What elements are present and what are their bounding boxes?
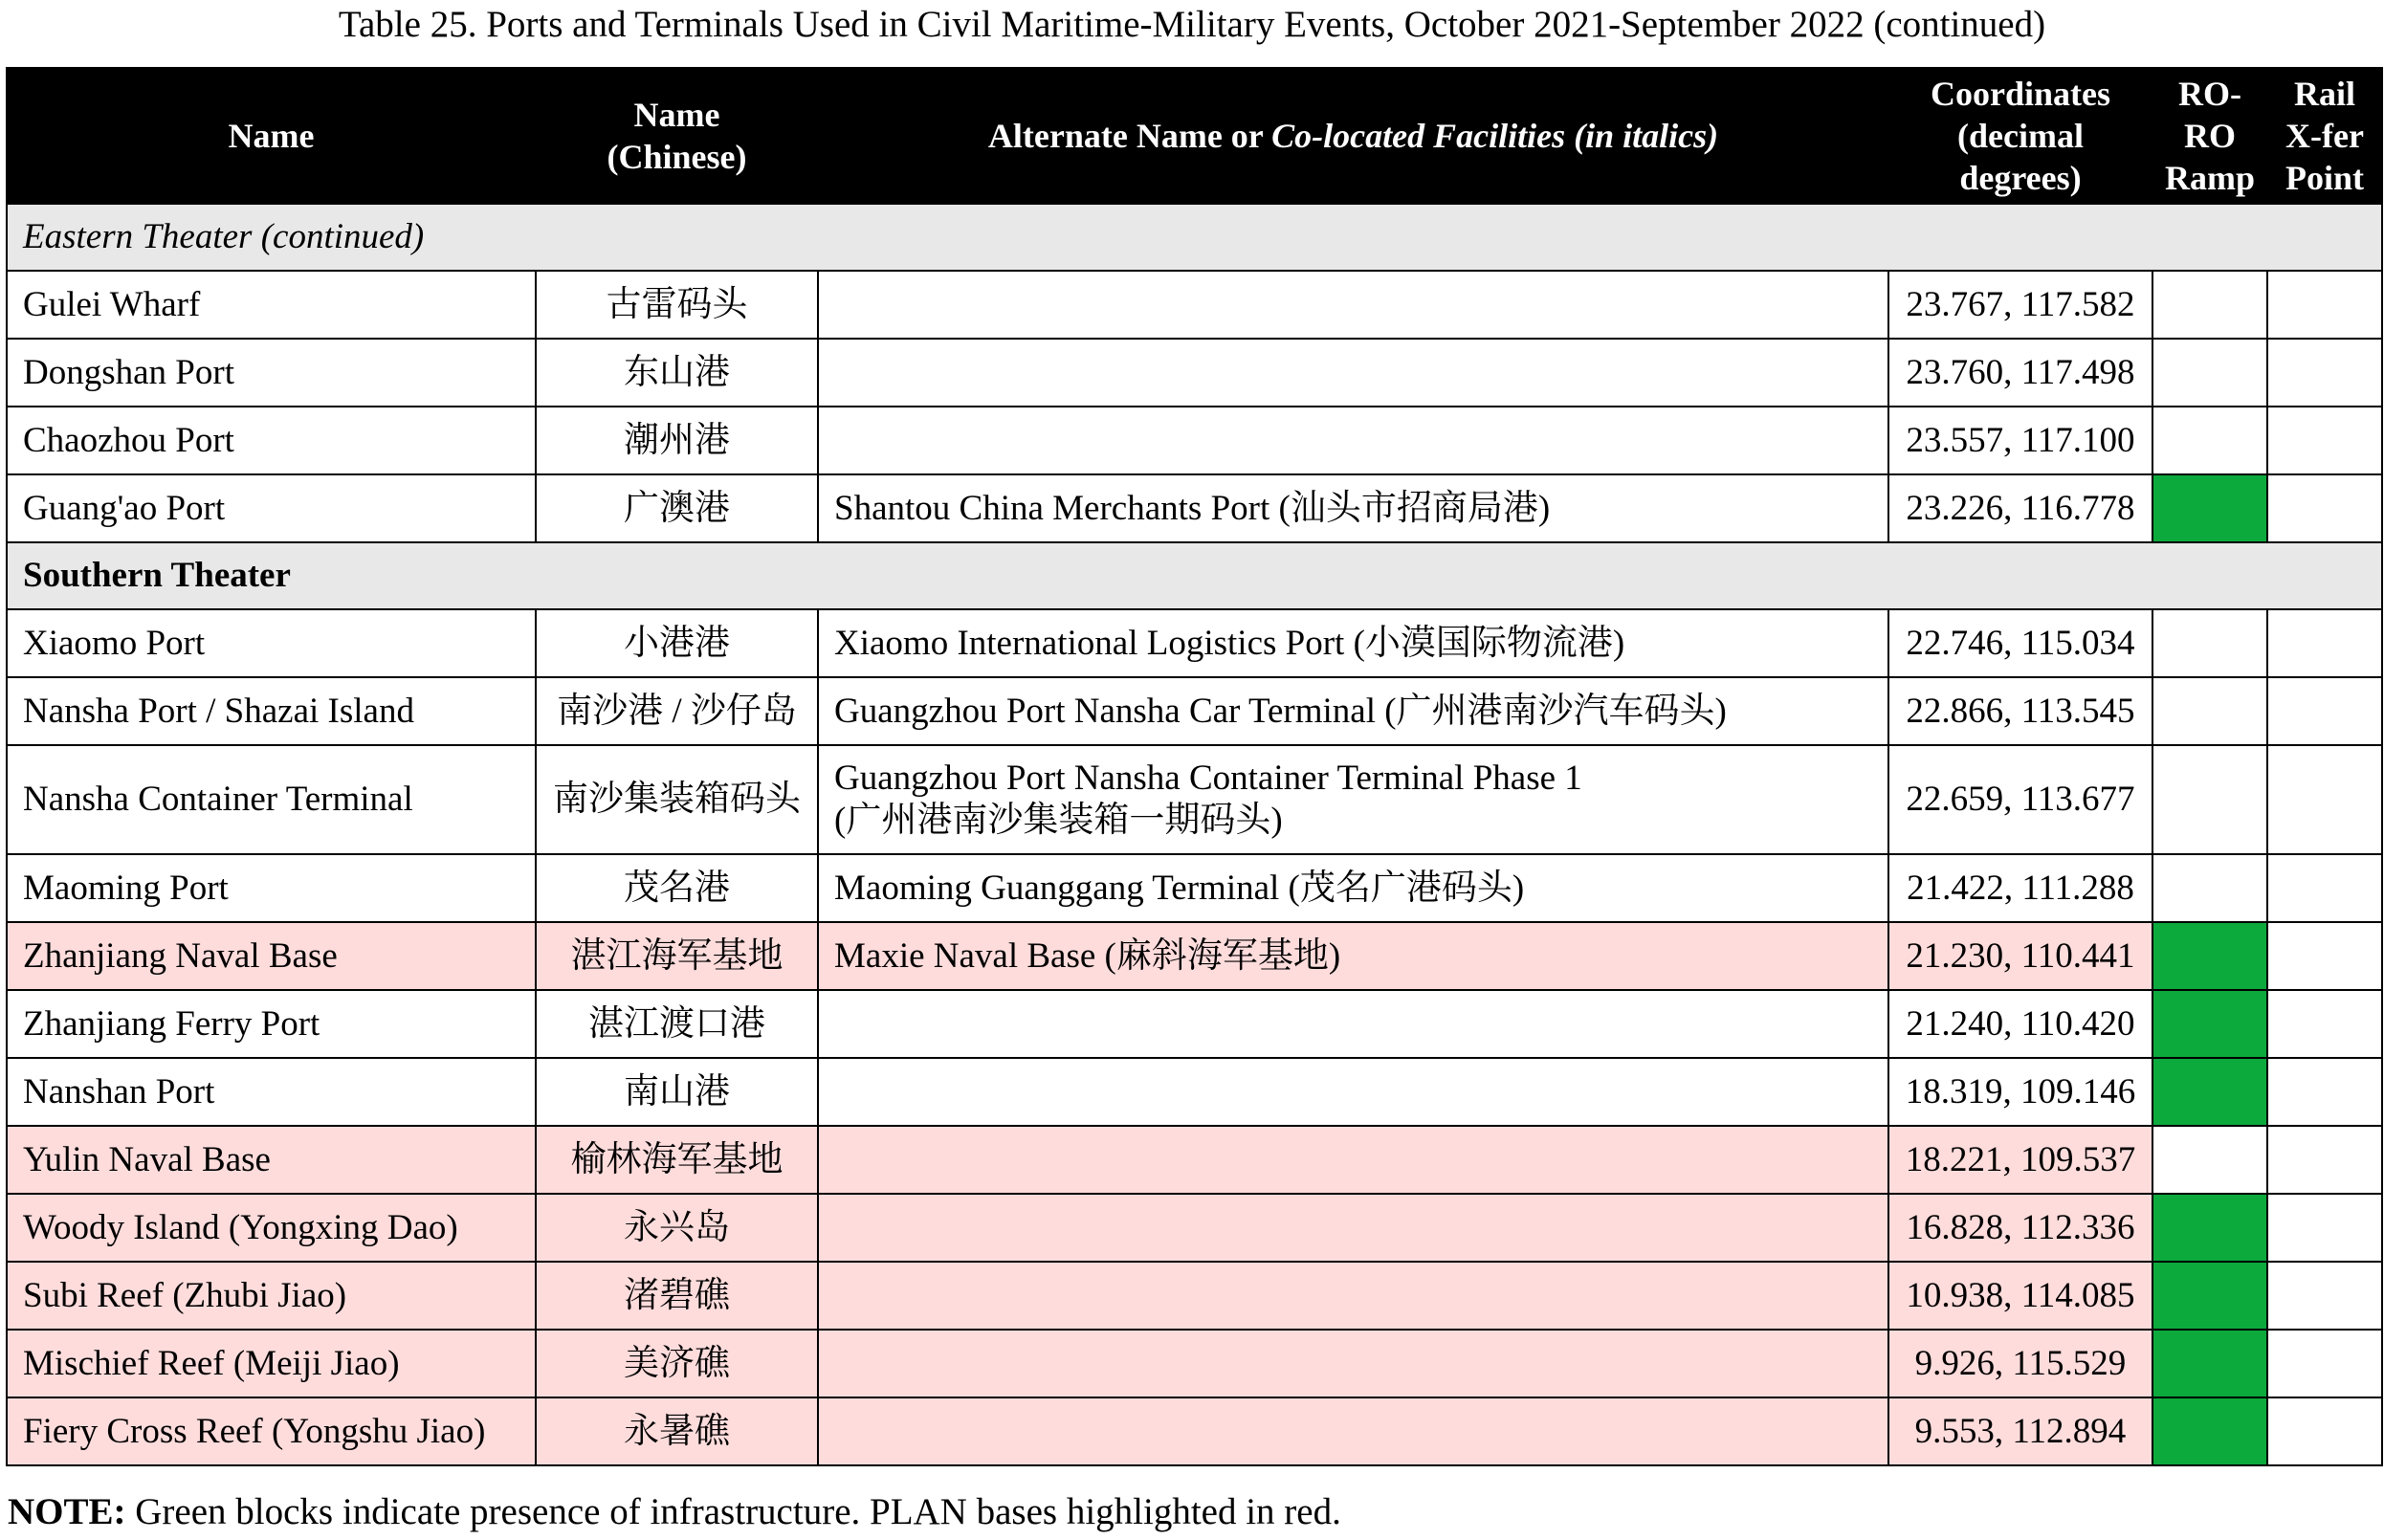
port-name-chinese-cell: 南山港 xyxy=(536,1058,818,1126)
port-name-chinese-cell: 广澳港 xyxy=(536,474,818,542)
rail-xfer-cell xyxy=(2267,1397,2382,1465)
rail-xfer-cell xyxy=(2267,1194,2382,1262)
roro-ramp-cell xyxy=(2152,1126,2267,1194)
note-label: NOTE: xyxy=(8,1491,126,1532)
rail-xfer-cell xyxy=(2267,474,2382,542)
rail-xfer-cell xyxy=(2267,339,2382,407)
port-name-cell: Maoming Port xyxy=(7,854,536,922)
alternate-name-cell xyxy=(818,271,1888,339)
coordinates-cell: 10.938, 114.085 xyxy=(1888,1262,2152,1330)
port-name-cell: Zhanjiang Naval Base xyxy=(7,922,536,990)
coordinates-cell: 22.659, 113.677 xyxy=(1888,745,2152,854)
table-row xyxy=(7,339,2382,407)
coordinates-cell: 21.422, 111.288 xyxy=(1888,854,2152,922)
alternate-name-cell xyxy=(818,1194,1888,1262)
port-name-chinese-cell: 潮州港 xyxy=(536,407,818,474)
alternate-name-cell xyxy=(818,1058,1888,1126)
table-row xyxy=(7,474,2382,542)
rail-xfer-cell xyxy=(2267,271,2382,339)
table-note xyxy=(8,1487,1341,1537)
table-caption: Table 25. Ports and Terminals Used in Civil Maritime-Military Events, October 2021-September 2022 (continued) xyxy=(338,4,2046,45)
port-name-cell: Nanshan Port xyxy=(7,1058,536,1126)
port-name-cell: Xiaomo Port xyxy=(7,609,536,677)
roro-ramp-cell xyxy=(2152,922,2267,990)
roro-ramp-cell xyxy=(2152,1262,2267,1330)
section-row xyxy=(7,204,2382,271)
port-name-cell: Dongshan Port xyxy=(7,339,536,407)
roro-ramp-cell xyxy=(2152,745,2267,854)
alternate-name-text: Xiaomo International Logistics Port (小漠国际物流港) xyxy=(834,623,1625,663)
alternate-name-cell xyxy=(818,745,1888,854)
port-name-chinese-cell: 小港港 xyxy=(536,609,818,677)
rail-xfer-cell xyxy=(2267,609,2382,677)
port-name-cell: Nansha Container Terminal xyxy=(7,745,536,854)
port-name-chinese-cell: 榆林海军基地 xyxy=(536,1126,818,1194)
alternate-name-text: Shantou China Merchants Port (汕头市招商局港) xyxy=(834,488,1551,528)
port-name-chinese-cell: 南沙港 / 沙仔岛 xyxy=(536,677,818,745)
port-name-chinese-cell: 渚碧礁 xyxy=(536,1262,818,1330)
rail-xfer-cell xyxy=(2267,1058,2382,1126)
table-row xyxy=(7,1194,2382,1262)
alternate-name-text: Maoming Guanggang Terminal (茂名广港码头) xyxy=(834,868,1525,908)
roro-ramp-cell xyxy=(2152,990,2267,1058)
coordinates-cell: 23.767, 117.582 xyxy=(1888,271,2152,339)
table-row xyxy=(7,1262,2382,1330)
port-name-chinese-cell: 美济礁 xyxy=(536,1330,818,1397)
port-name-chinese-cell: 古雷码头 xyxy=(536,271,818,339)
roro-ramp-cell xyxy=(2152,1194,2267,1262)
coordinates-cell: 22.746, 115.034 xyxy=(1888,609,2152,677)
header-alternate-name: Alternate Name or Co-located Facilities (in italics) xyxy=(818,68,1888,204)
coordinates-cell: 22.866, 113.545 xyxy=(1888,677,2152,745)
alternate-name-cell xyxy=(818,1262,1888,1330)
port-name-cell: Guang'ao Port xyxy=(7,474,536,542)
coordinates-cell: 16.828, 112.336 xyxy=(1888,1194,2152,1262)
roro-ramp-cell xyxy=(2152,677,2267,745)
alternate-name-cell xyxy=(818,1397,1888,1465)
roro-ramp-cell xyxy=(2152,474,2267,542)
table-row xyxy=(7,407,2382,474)
header-roro-ramp: RO- RO Ramp xyxy=(2152,68,2267,204)
section-title: Southern Theater xyxy=(7,542,2382,609)
roro-ramp-cell xyxy=(2152,1397,2267,1465)
port-name-cell: Fiery Cross Reef (Yongshu Jiao) xyxy=(7,1397,536,1465)
coordinates-cell: 9.926, 115.529 xyxy=(1888,1330,2152,1397)
table-row xyxy=(7,271,2382,339)
coordinates-cell: 23.760, 117.498 xyxy=(1888,339,2152,407)
port-name-cell: Gulei Wharf xyxy=(7,271,536,339)
roro-ramp-cell xyxy=(2152,271,2267,339)
alternate-name-cell xyxy=(818,1126,1888,1194)
port-name-cell: Yulin Naval Base xyxy=(7,1126,536,1194)
rail-xfer-cell xyxy=(2267,990,2382,1058)
coordinates-cell: 23.557, 117.100 xyxy=(1888,407,2152,474)
port-name-cell: Nansha Port / Shazai Island xyxy=(7,677,536,745)
alternate-name-cell xyxy=(818,922,1888,990)
coordinates-cell: 21.240, 110.420 xyxy=(1888,990,2152,1058)
port-name-chinese-cell: 永暑礁 xyxy=(536,1397,818,1465)
rail-xfer-cell xyxy=(2267,677,2382,745)
alternate-name-text: Guangzhou Port Nansha Container Terminal Phase 1 xyxy=(834,759,1582,798)
port-name-chinese-cell: 茂名港 xyxy=(536,854,818,922)
rail-xfer-cell xyxy=(2267,854,2382,922)
rail-xfer-cell xyxy=(2267,745,2382,854)
alternate-name-text: Guangzhou Port Nansha Car Terminal (广州港南沙汽车码头) xyxy=(834,691,1727,731)
roro-ramp-cell xyxy=(2152,854,2267,922)
coordinates-cell: 9.553, 112.894 xyxy=(1888,1397,2152,1465)
alternate-name-cell xyxy=(818,1330,1888,1397)
rail-xfer-cell xyxy=(2267,1330,2382,1397)
port-name-chinese-cell: 永兴岛 xyxy=(536,1194,818,1262)
header-name: Name xyxy=(7,68,536,204)
table-row xyxy=(7,677,2382,745)
coordinates-cell: 21.230, 110.441 xyxy=(1888,922,2152,990)
port-name-cell: Subi Reef (Zhubi Jiao) xyxy=(7,1262,536,1330)
alternate-name-cell xyxy=(818,990,1888,1058)
rail-xfer-cell xyxy=(2267,922,2382,990)
note-text: Green blocks indicate presence of infrastructure. PLAN bases highlighted in red. xyxy=(125,1491,1341,1532)
port-name-cell: Chaozhou Port xyxy=(7,407,536,474)
alternate-name-cell xyxy=(818,407,1888,474)
table-row xyxy=(7,990,2382,1058)
port-name-cell: Mischief Reef (Meiji Jiao) xyxy=(7,1330,536,1397)
header-coordinates: Coordinates (decimal degrees) xyxy=(1888,68,2152,204)
port-name-chinese-cell: 东山港 xyxy=(536,339,818,407)
table-header xyxy=(7,68,2382,204)
table-row xyxy=(7,1397,2382,1465)
table-row xyxy=(7,609,2382,677)
coordinates-cell: 18.221, 109.537 xyxy=(1888,1126,2152,1194)
coordinates-cell: 23.226, 116.778 xyxy=(1888,474,2152,542)
alternate-name-text-line2: (广州港南沙集装箱一期码头) xyxy=(834,801,1283,840)
alternate-name-cell xyxy=(818,609,1888,677)
roro-ramp-cell xyxy=(2152,339,2267,407)
header-name-chinese: Name (Chinese) xyxy=(536,68,818,204)
ports-table xyxy=(6,67,2383,1466)
table-row xyxy=(7,1330,2382,1397)
roro-ramp-cell xyxy=(2152,1330,2267,1397)
header-rail-xfer-point: Rail X-fer Point xyxy=(2267,68,2382,204)
alternate-name-cell xyxy=(818,339,1888,407)
port-name-chinese-cell: 湛江渡口港 xyxy=(536,990,818,1058)
roro-ramp-cell xyxy=(2152,609,2267,677)
rail-xfer-cell xyxy=(2267,1262,2382,1330)
table-body xyxy=(7,204,2382,1465)
table-row xyxy=(7,854,2382,922)
table-row xyxy=(7,1126,2382,1194)
port-name-cell: Zhanjiang Ferry Port xyxy=(7,990,536,1058)
alternate-name-cell xyxy=(818,474,1888,542)
roro-ramp-cell xyxy=(2152,407,2267,474)
table-row xyxy=(7,745,2382,854)
section-title: Eastern Theater (continued) xyxy=(7,204,2382,271)
port-name-cell: Woody Island (Yongxing Dao) xyxy=(7,1194,536,1262)
alternate-name-text: Maxie Naval Base (麻斜海军基地) xyxy=(834,935,1341,976)
port-name-chinese-cell: 南沙集装箱码头 xyxy=(536,745,818,854)
roro-ramp-cell xyxy=(2152,1058,2267,1126)
port-name-chinese-cell: 湛江海军基地 xyxy=(536,922,818,990)
section-row xyxy=(7,542,2382,609)
rail-xfer-cell xyxy=(2267,407,2382,474)
alternate-name-cell xyxy=(818,854,1888,922)
alternate-name-cell xyxy=(818,677,1888,745)
rail-xfer-cell xyxy=(2267,1126,2382,1194)
coordinates-cell: 18.319, 109.146 xyxy=(1888,1058,2152,1126)
table-row xyxy=(7,1058,2382,1126)
table-row xyxy=(7,922,2382,990)
header-row xyxy=(7,68,2382,204)
